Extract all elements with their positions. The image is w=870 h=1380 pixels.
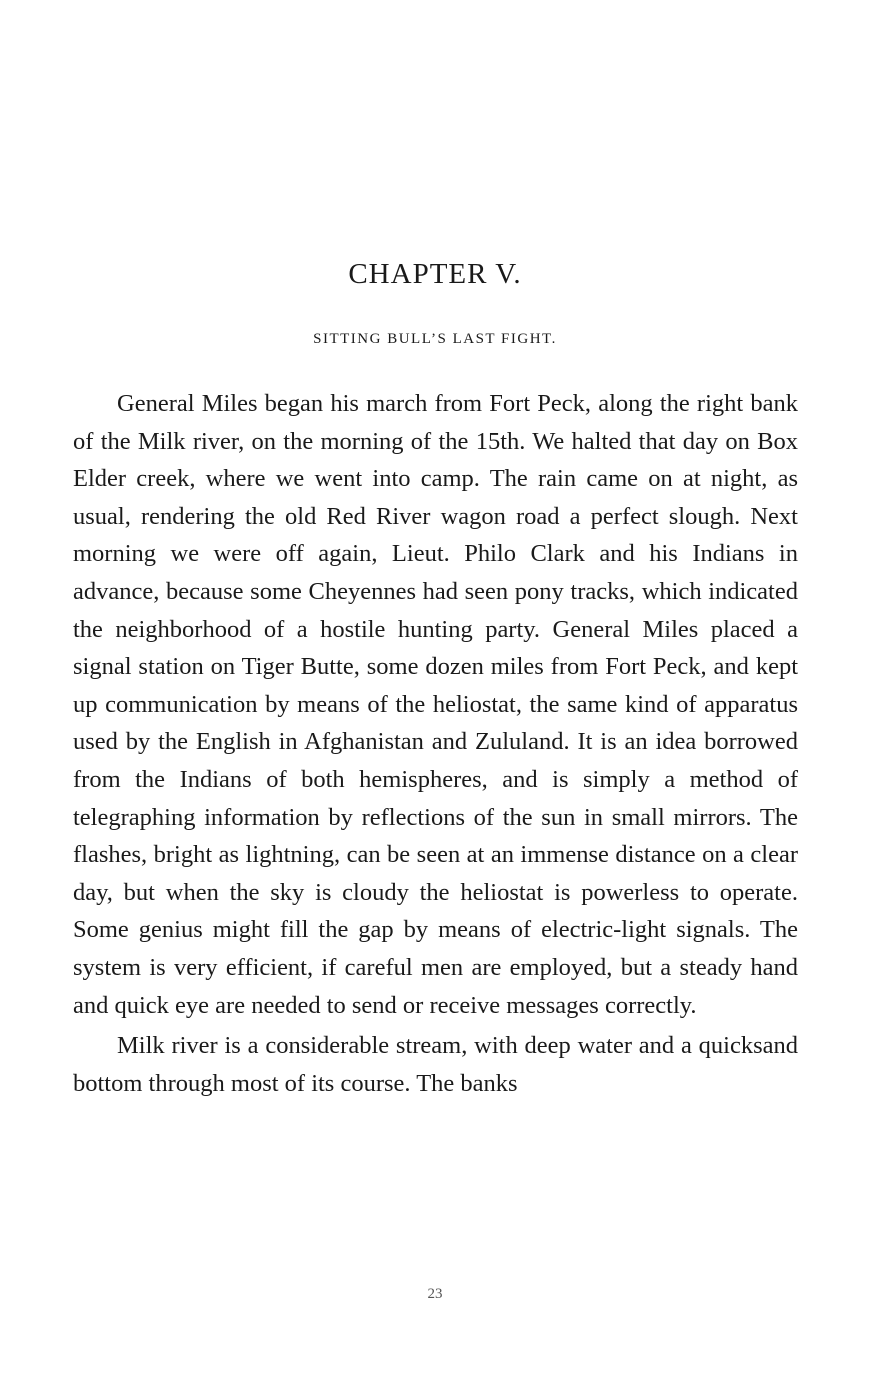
chapter-subtitle: SITTING BULL’S LAST FIGHT. xyxy=(313,331,557,347)
paragraph: Milk river is a considerable stream, with deep water and a quicksand bottom through most of its course. The banks xyxy=(73,1032,798,1097)
page-number: 23 xyxy=(427,1286,443,1302)
chapter-title: CHAPTER V. xyxy=(348,258,522,290)
paragraph: General Miles began his march from Fort Peck, along the right bank of the Milk river, on the morning of the 15th. We halted that day on Box Elder creek, where we went into camp. The rain came on at night, as usual, rendering the old Red River wagon road a perfect slough. Next morning we were off again, Lieut. Philo Clark and his Indians in advance, because some Cheyennes had seen pony tracks, which indicated the neighborhood of a hostile hunting party. General Miles placed a signal station on Tiger Butte, some dozen miles from Fort Peck, and kept up communication by means of the heliostat, the same kind of apparatus used by the English in Afghanistan and Zululand. It is an idea borrowed from the Indians of both hemispheres, and is simply a method of telegraphing information by reflections of the sun in small mirrors. The flashes, bright as lightning, can be seen at an immense distance on a clear day, but when the sky is cloudy the heliostat is powerless to operate. Some genius might fill the gap by means of electric-light signals. The system is very efficient, if careful men are employed, but a steady hand and quick eye are needed to send or receive messages correctly. xyxy=(73,390,798,1019)
body-text xyxy=(73,385,798,1102)
